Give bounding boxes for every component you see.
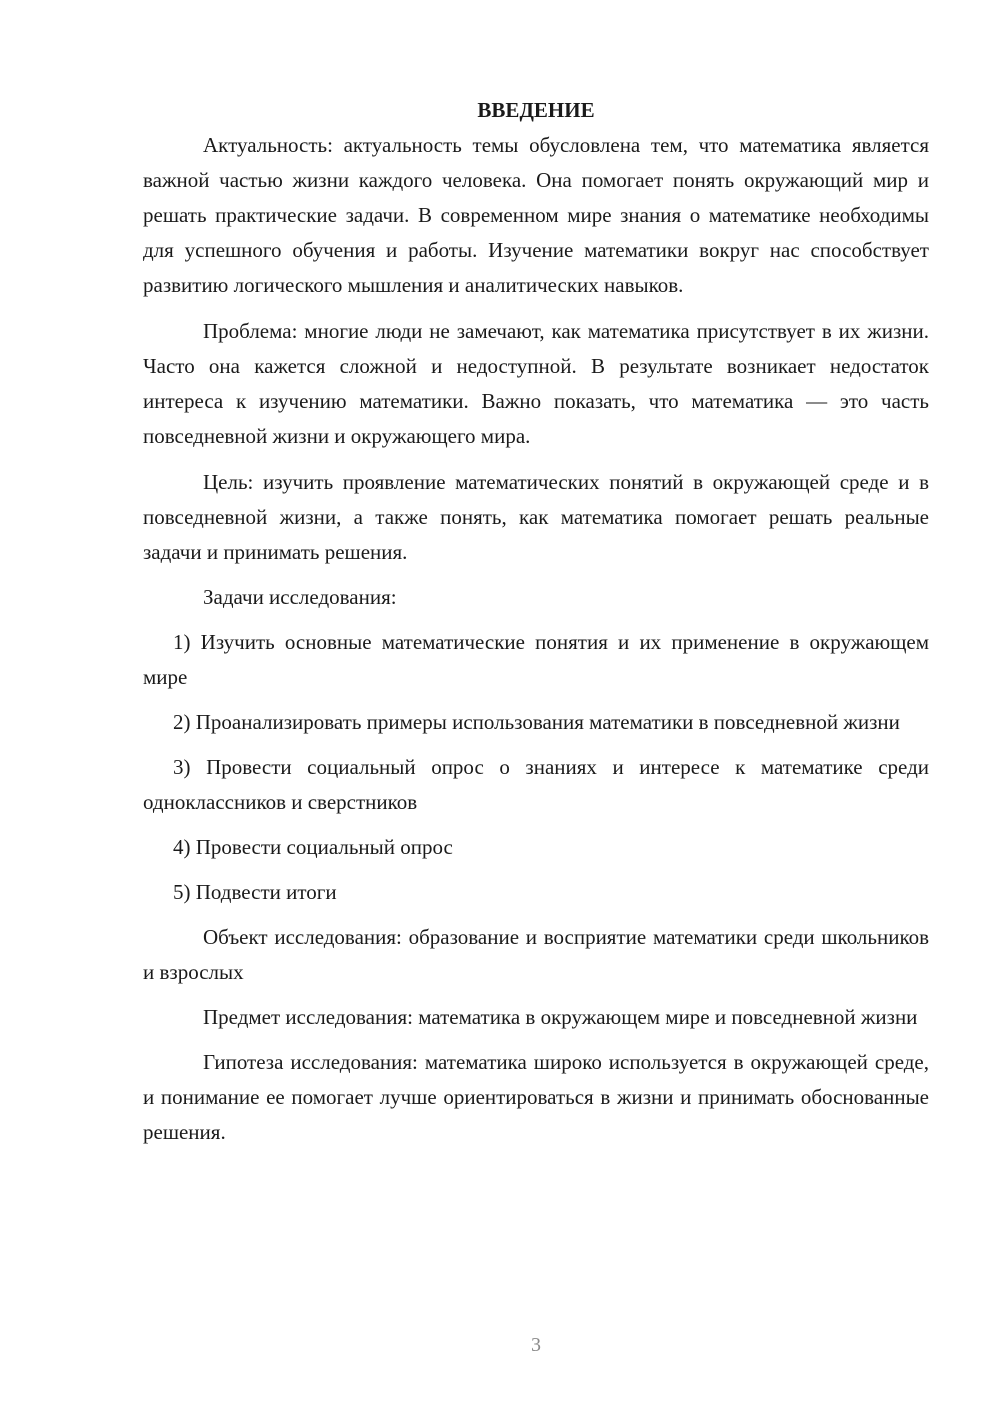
goal-paragraph: Цель: изучить проявление математических понятий в окружающей среде и в повседневной жизни, а также понять, как математика помогает решать реальные задачи и принимать решения. (143, 470, 929, 564)
page-content (143, 93, 929, 1150)
task-item-4: 4) Провести социальный опрос (173, 835, 453, 859)
subject-paragraph: Предмет исследования: математика в окружающем мире и повседневной жизни (203, 1005, 918, 1029)
object-paragraph: Объект исследования: образование и восприятие математики среди школьников и взрослых (143, 925, 929, 984)
task-item-3: 3) Провести социальный опрос о знаниях и интересе к математике среди одноклассников и сверстников (143, 755, 929, 814)
tasks-heading: Задачи исследования: (203, 585, 397, 609)
task-item-1: 1) Изучить основные математические понятия и их применение в окружающем мире (143, 630, 929, 689)
hypothesis-paragraph: Гипотеза исследования: математика широко используется в окружающей среде, и понимание ее помогает лучше ориентироваться в жизни и принимать обоснованные решения. (143, 1050, 929, 1144)
section-heading: ВВЕДЕНИЕ (477, 98, 595, 122)
page-number: 3 (531, 1334, 541, 1356)
relevance-paragraph: Актуальность: актуальность темы обусловлена тем, что математика является важной частью жизни каждого человека. Она помогает понять окружающий мир и решать практические задачи. В современном мире знания о математике необходимы для успешного обучения и работы. Изучение математики вокруг нас способствует развитию логического мышления и аналитических навыков. (143, 133, 929, 297)
problem-paragraph: Проблема: многие люди не замечают, как математика присутствует в их жизни. Часто она кажется сложной и недоступной. В результате возникает недостаток интереса к изучению математики. Важно показать, что математика — это часть повседневной жизни и окружающего мира. (143, 319, 929, 448)
task-item-5: 5) Подвести итоги (173, 880, 337, 904)
task-item-2: 2) Проанализировать примеры использования математики в повседневной жизни (173, 710, 900, 734)
